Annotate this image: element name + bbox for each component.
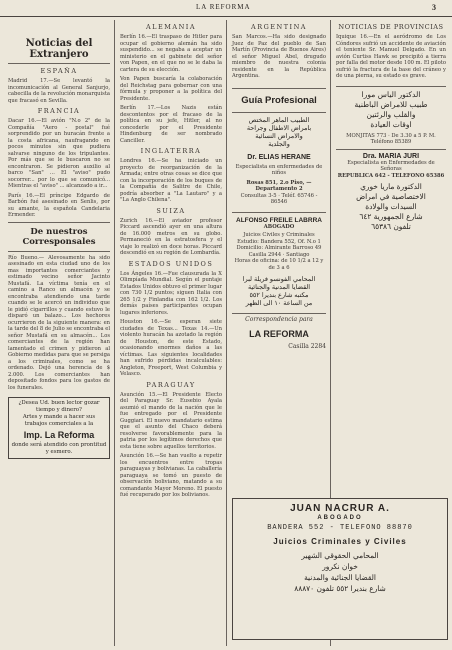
article-text: Madrid 17.—Se levantó la incomunicación al General Sanjurjo, cabecilla de la revolución monarquista que fracasó en Sevilla. [8,78,110,104]
lawyer-services: Juicios Criminales y Civiles [273,537,407,546]
arabic-line: القضايا المدنية والجنائية [247,283,311,291]
article-text: Iquique 16.—En el aeródromo de Los Cóndores sufrió un accidente de aviación el teniente Sr. Manuel Delgado. En un avión Curtiss Hawk se precipitó a tierra por falla del motor desde 100 m. El piloto sufrió la fractura de la base del cráneo y de una pierna, su estado es grave. [336,34,446,79]
article-text: Zurich 16.—El aviador profesor Piccard ascendió ayer en una altura de 16.000 metros en su globo. Permaneció en la estratosfera y el viaje lo realizó en doce horas. Piccard descendió en su región de Lombardía. [120,217,222,256]
arabic-doctor-ad [332,90,450,130]
arabic-doctor-ad [332,182,450,232]
arabic-line: اوقات العيادة [370,119,412,129]
masthead: LA REFORMA [196,3,251,11]
page-number: 3 [432,3,436,12]
lawyer-line: Domicilio: Almirante Barroso 49 [236,245,322,251]
lawyer-title: ABOGADO [317,515,363,521]
ad-footer: donde será atendido con prontitud y esmero. [11,442,107,455]
section-heading: ALEMANIA [145,23,197,31]
arabic-line: تلفون ٦٥٣٨٦ [371,222,411,231]
doctor-specialty: Especialista en Enfermedades de Señoras [347,159,435,172]
section-heading: NOTICIAS DE PROVINCIAS [338,23,444,31]
doctor-specialty: Especialista en enfermedades de niños [235,163,323,176]
arabic-lawyer-ad [228,275,330,307]
arabic-line: الدكتورة ماريا خوري [360,182,422,191]
divider [336,149,446,150]
arabic-line: المحامي الحقوقي الشهير [301,551,379,560]
article-text: Dacar 16.—El avión "N.o 2" de la Compañía "Aero - postal" fué sorprendido por un huracán frente a la costa africana, naufragando en pocos minutos sin que pudiera salvarse ninguno de los tripulantes. Por más que se le buscaron no se encontraron. Se pidieron auxilio al barco "San" ... El "aviso" pudo socorrer... por lo que se comunicó... Mientras el "aviso" ... alcanzado a ir... [8,118,110,189]
correspondence-box: Casilla 2284 [288,342,326,350]
correspondence-name: LA REFORMA [249,328,309,339]
doctor-address: REPUBLICA 642 - TELEFONO 65386 [337,172,445,179]
divider [8,63,110,64]
arabic-line: مكتبه شارع بنديرا ٥٥٢ [249,291,309,299]
lawyer-phone: BANDERA 552 - TELEFONO 88870 [267,524,413,532]
arabic-line: الدكتور الياس مورا [361,89,421,99]
article-text: Von Papen buscaría la colaboración del Reichstag para gobernar con una fórmula y proponer a la política del Presidente. [120,76,222,102]
arabic-line: طبيب للامراض الباطنية [354,99,428,109]
arabic-line: شارع الجمهورية ٦٤٢ [359,212,423,221]
arabic-line: القضايا الجنائية والمدنية [304,573,376,582]
column-foreign-news [4,20,114,646]
article-text: Los Ángeles 16.—Fue clausurada la X Olimpíada Mundial. Según el puntaje Estados Unidos obtuvo el primer lugar con 730 1/2 puntos; siguen Italia con 265 1/2 y Finlandia con 162 1/2. Los demás países participantes ocupan lugares inferiores. [120,270,222,316]
lawyer-line: Estudio: Bandera 552, Of. N.o 1 [237,238,321,245]
arabic-line: السيدات والولادة [365,202,417,211]
section-heading: SUIZA [156,206,186,215]
guide-title: Guía Profesional [241,94,317,106]
column-divider [114,20,115,646]
column-world-news [116,20,226,646]
article-text: Berlín 17.—Los Nazis están descontentos por el fracaso de la política en su jefe, Hitler, al no concederle por el Presidente Hindenburg de ser nombrado Canciller. [120,105,222,144]
article-text: París 16.—El príncipe Edgardo de Barbón fué asesinado en Senlis, por su amante, la española Candelaria Ermender. [8,192,110,218]
ad-question: ¿Desea Ud. buen lector gozar tiempo y dinero? [18,400,100,413]
divider [8,251,110,252]
section-heading: ESTADOS UNIDOS [128,259,214,268]
lawyer-name: ALFONSO FREILE LABRRA [236,216,322,224]
divider [232,313,326,314]
arabic-line: الطبيب الماهر المختص [248,115,310,124]
article-text: Londres 16.—Se ha iniciado un proyecto de reorganización de la Armada; entre otras cosas se dice que con la incorporación de los buques de la Compañía de Salitre de Chile, podría absorber a "La Lautaro" y a "La Anglo Chilena". [120,158,222,203]
arabic-line: والجلدية [268,139,290,148]
doctor-address: Rosas 851, 2.o Piso, — Departamento 2 [246,179,312,192]
lawyer-line: Horas de oficina: de 10 1/2 a 12 y de 3 a 6 [234,258,324,271]
arabic-line: من الساعة ١٠ الى الظهر [245,299,313,307]
lawyer-line: Juicios Civiles y Criminales [243,232,315,238]
section-heading: INGLATERRA [140,147,202,155]
lawyer-title: ABOGADO [263,223,295,230]
arabic-line: الاختصاصية في امراض [356,192,426,201]
arabic-line: والقلب والرئتين [366,109,416,119]
article-text: Asunción 16.—Se han vuelto a repetir los encuentros entre tropas paraguayas y bolivianas. La caballería paraguaya se tomó un puesto de observación boliviano, matando a su comandante Mayor Moreno. El puesto fué recuperado por los bolivianos. [120,453,222,498]
article-text: Río Bueno.— Alevosamente ha sido asesinado en esta ciudad uno de los mas importantes comerciantes y estimado vecino señor Jacinto Mustafá. La víctima tenía en el camino a Ranco un almacén y se encontraba atendiendo una tarde cuando se le acercó un individuo que le pidió cigarrillos y cuando estuvo le disparó un balazo... Los hechores ocurrieron de la siguiente manera: en la tarde del 8 de Julio se encontraba el señor Mustafá en su almacén... Los comerciantes de la región han lamentado el crimen y pidieron al Gobierno medidas para que se persiga a los criminales, como se ha ordenado. Dejó una herencia de $ 2.000. Los comerciantes han depositado fondos para los gastos de los funerales. [8,254,110,391]
article-text: Asunción 15.—El Presidente Electo del Paraguay Sr. Eusebio Ayala asumió el mando de la nación que le fue entregado por el Presidente Guggiari. El nuevo mandatario estima que el asunto del Chaco deberá resolverse favorablemente para la patria por los legítimos derechos que esta tiene sobre aquellos territorios. [120,391,222,450]
lawyer-line: Casilla 2944 · Santiago [248,251,310,258]
divider [232,112,326,113]
arabic-ad [228,116,330,148]
section-heading: FRANCIA [37,107,81,115]
arabic-line: بامراض الاطفال وجراحة [246,123,312,132]
ad-shop-name: Imp. La Reforma [23,430,95,440]
lawyer-ad-box [232,498,448,640]
arabic-line: شارع بنديرا ٥٥٢ تلفون ٨٨٨٧٠ [294,584,386,593]
article-text: San Marcos.—Ha sido designado Juez de Paz del pueblo de San Martín (Provincia de Buenos Aires) el señor Miguel Abel, drugudo miembro de nuestra colonia residente en la República Argentina. [232,34,326,79]
page-header [0,0,452,17]
lawyer-details [228,232,330,271]
section-title: De nuestros Corresponsales [22,226,96,247]
doctor-hours: Consultas 3-5 · Teléf. 65746 - 86546 [240,192,318,205]
section-heading: ESPAÑA [40,67,78,75]
arabic-line: خوان نكرور [322,562,358,571]
lawyer-name: JUAN NACRUR A. [290,503,390,514]
column-divider [226,20,227,646]
divider [336,86,446,87]
article-text: Berlín 16.—El traspaso de Hitler para ocupar el gobierno alemán ha sido suspendido... se negaba a aceptar un ministerio en el gabinete del señor von Papen, en el que no se le daba la cartera de su elección. [120,34,222,73]
correspondence-label: Correspondencia para [245,316,313,323]
doctor-hours: MONJITAS 773 · De 3.30 a 5 P. M. Teléfono 85389 [346,132,436,145]
arabic-line: المحامي الفونسو فريلة لبرا [242,275,316,283]
ad-text: Artes y mande a hacer sus trabajos comerciales a la [22,414,96,427]
article-text: Houston 16.—Se esperan siete ciudades de Texas... Texas 14.—Un violento huracán ha azotado la región de Houston, de este Estado, ocasionando enormes daños a las víctimas. Las siguientes localidades han sufrido pérdidas incalculables: Angleton, Freeport, West Columbia y Velasco. [120,319,222,377]
section-title: Noticias del Extranjero [25,38,93,60]
divider [232,212,326,213]
divider [8,222,110,223]
arabic-line: والامراض النسائية [255,131,303,140]
print-shop-ad [8,397,110,459]
section-heading: PARAGUAY [146,380,196,389]
doctor-name: Dra. MARIA JURI [362,152,420,160]
section-heading: ARGENTINA [251,23,307,31]
arabic-lawyer-ad [233,550,447,594]
doctor-name: Dr. ELIAS HERANE [247,153,311,161]
divider [232,88,326,89]
